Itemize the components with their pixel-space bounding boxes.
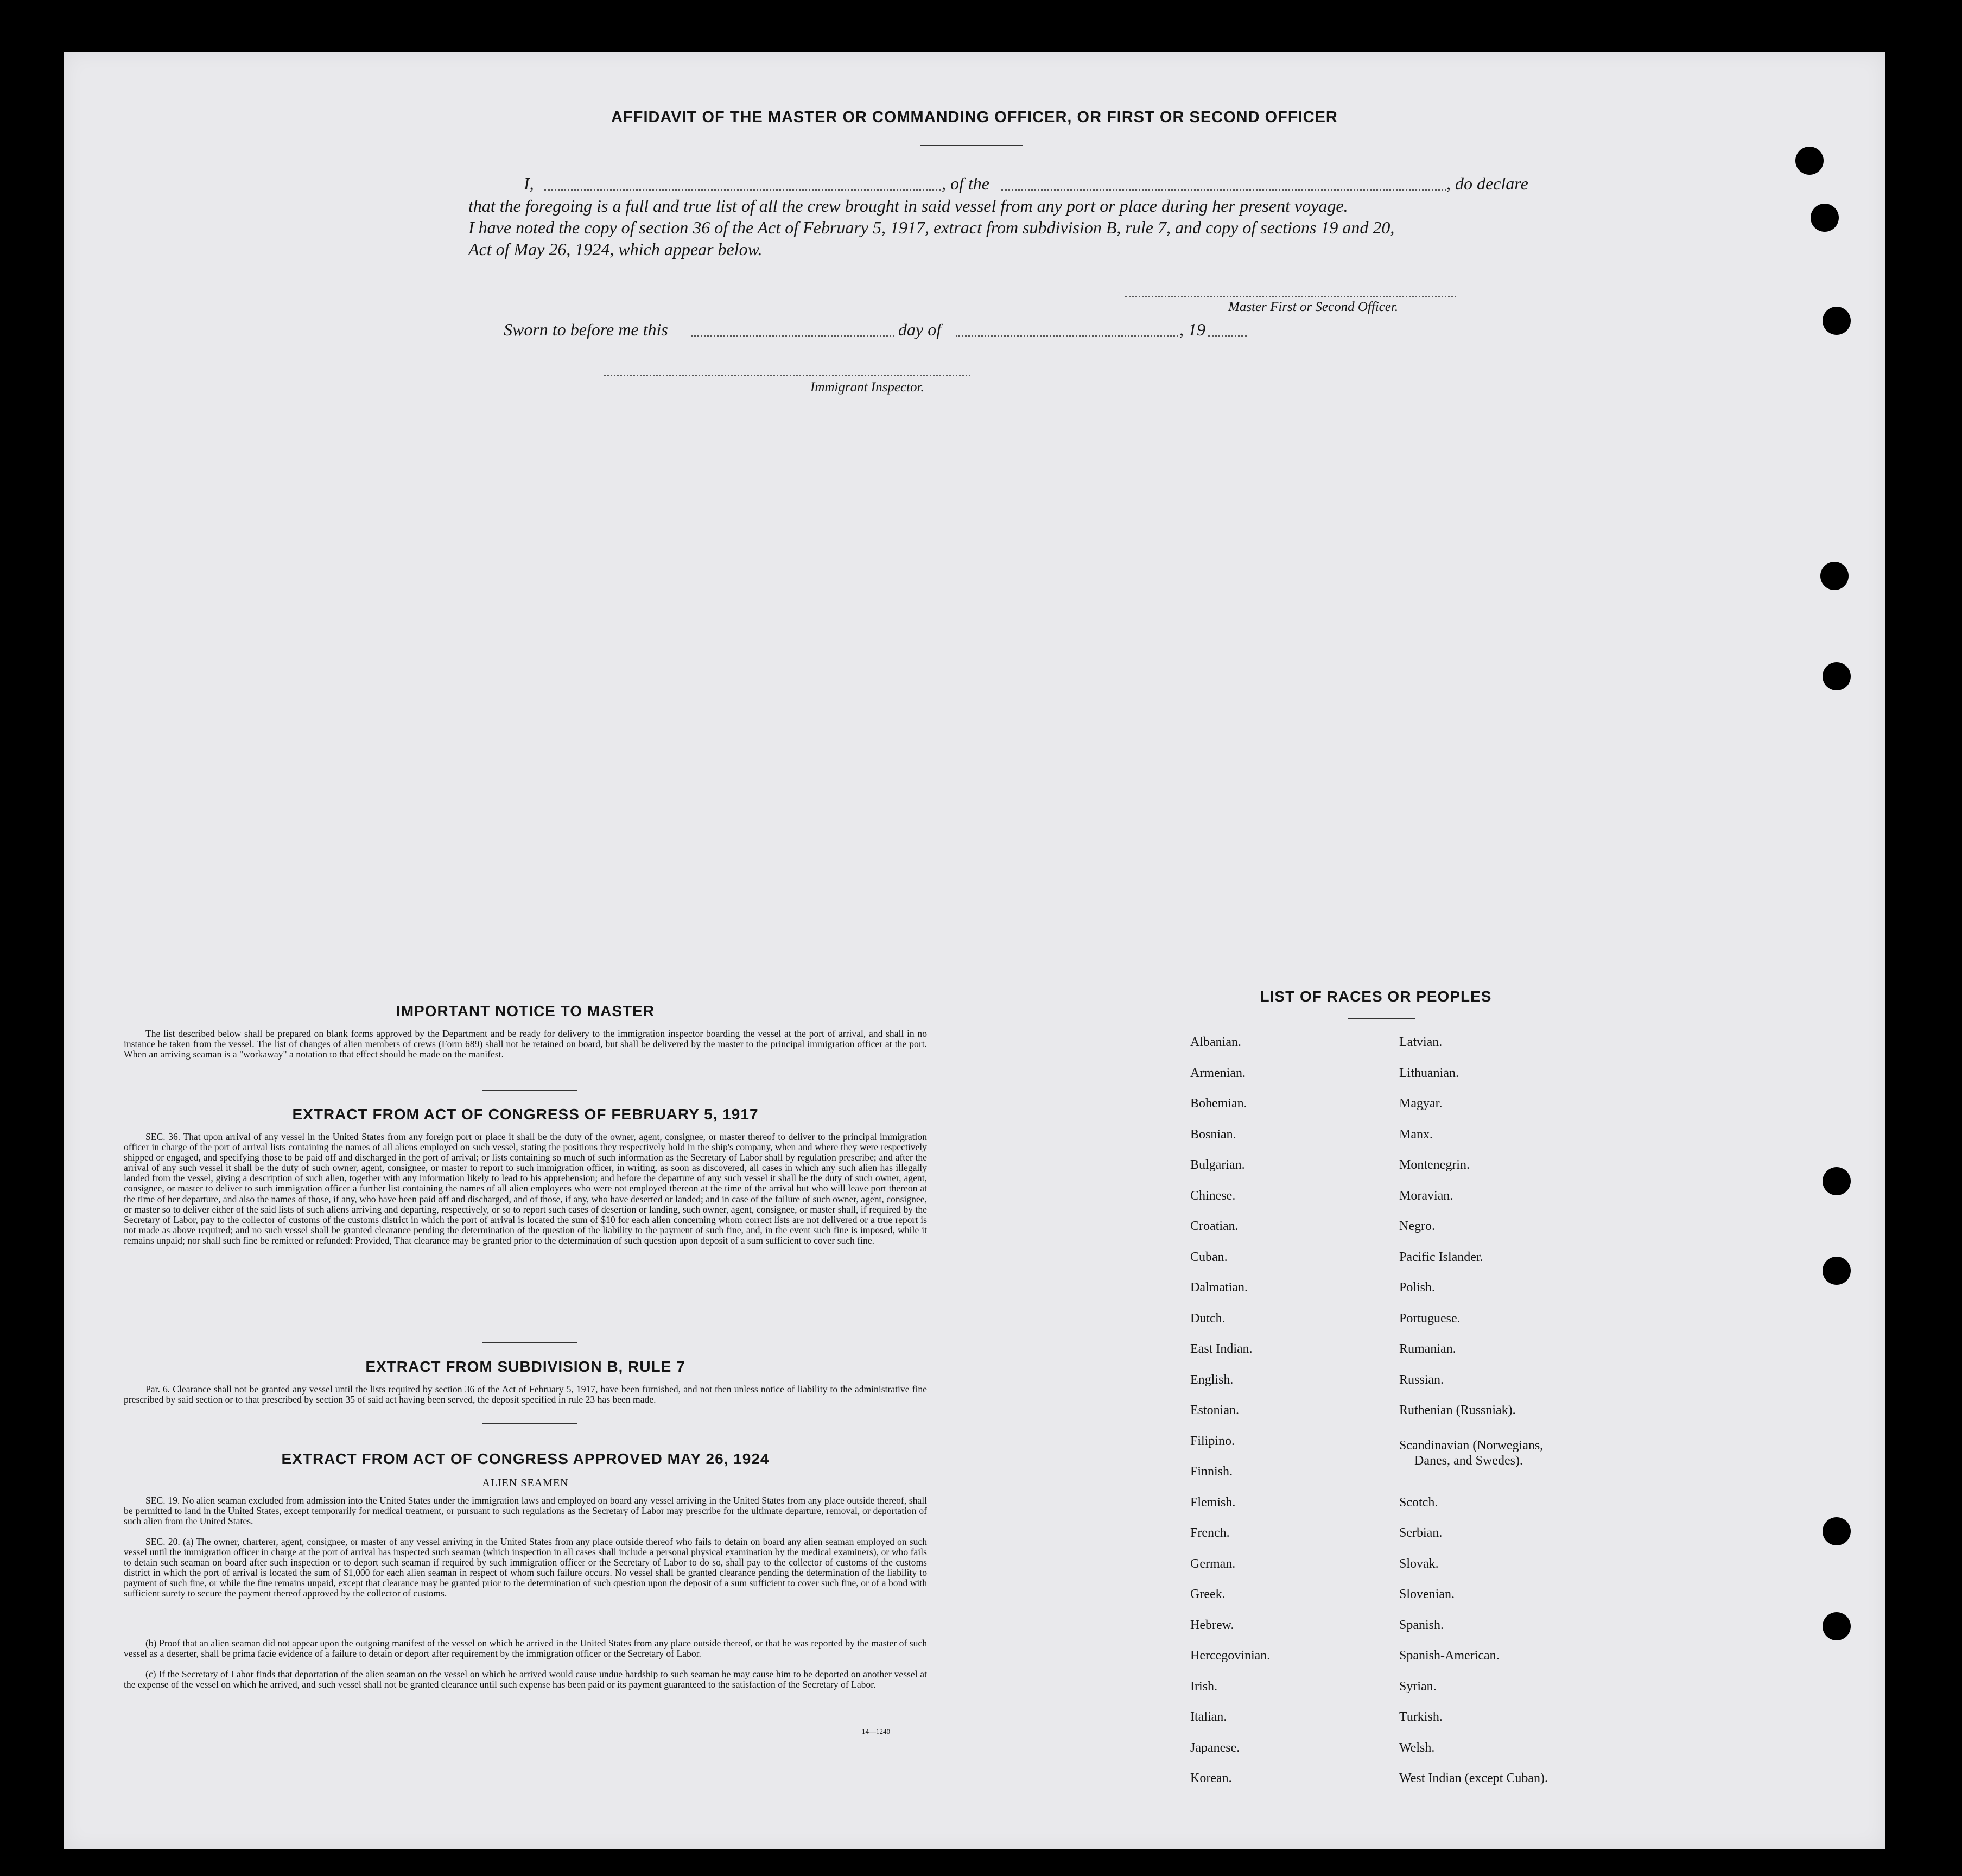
sec-20c-text: (c) If the Secretary of Labor finds that deportation of the alien seaman on the vessel on which he arrived would cause undue hardship to such seaman he may cause him to be deported on another vessel at the expense of the vessel on which he arrived, and such vessel shall not be granted clearance until such expense has been paid or its payment guaranteed to the satisfaction of the Secretary of Labor. bbox=[124, 1669, 927, 1690]
rule7-title: EXTRACT FROM SUBDIVISION B, RULE 7 bbox=[365, 1358, 685, 1375]
of-the-label: , of the bbox=[942, 174, 989, 193]
document-page bbox=[64, 52, 1885, 1849]
race-item: Welsh. bbox=[1399, 1740, 1435, 1755]
race-item: German. bbox=[1190, 1556, 1236, 1571]
race-item: Slovenian. bbox=[1399, 1587, 1455, 1601]
race-item: Manx. bbox=[1399, 1127, 1433, 1142]
notice-title: IMPORTANT NOTICE TO MASTER bbox=[396, 1003, 655, 1019]
race-item: Croatian. bbox=[1190, 1219, 1239, 1233]
race-item: Spanish-American. bbox=[1399, 1649, 1500, 1663]
vessel-blank[interactable] bbox=[1001, 189, 1446, 191]
punch-hole bbox=[1823, 662, 1851, 690]
race-item: Syrian. bbox=[1399, 1679, 1437, 1694]
extract-1924-title: EXTRACT FROM ACT OF CONGRESS APPROVED MAY 26, 1924 bbox=[281, 1450, 770, 1467]
affidavit-line-1 bbox=[524, 174, 1544, 195]
master-caption: Master First or Second Officer. bbox=[1228, 300, 1399, 314]
affidavit-title: AFFIDAVIT OF THE MASTER OR COMMANDING OFFICER, OR FIRST OR SECOND OFFICER bbox=[611, 109, 1338, 126]
divider bbox=[482, 1090, 577, 1091]
alien-seamen-subtitle: ALIEN SEAMEN bbox=[482, 1477, 569, 1489]
race-item: Hebrew. bbox=[1190, 1618, 1234, 1632]
race-item: Spanish. bbox=[1399, 1618, 1444, 1632]
punch-hole bbox=[1820, 562, 1849, 590]
sec-20b-text: (b) Proof that an alien seaman did not appear upon the outgoing manifest of the vessel on which he arrived in the United States from any place outside thereof, or that he was reported by the master of such vessel as a deserter, shall be prima facie evidence of a failure to detain or deport after requirement by the immigration officer or the Secretary of Labor. bbox=[124, 1638, 927, 1659]
race-item: Ruthenian (Russniak). bbox=[1399, 1403, 1516, 1417]
race-item: Lithuanian. bbox=[1399, 1066, 1459, 1080]
race-item: Italian. bbox=[1190, 1710, 1227, 1724]
sec-19-text: SEC. 19. No alien seaman excluded from admission into the United States under the immigration laws and employed on board any vessel arriving in the United States from any place outside thereof, shall be permitted to land in the United States, except temporarily for medical treatment, or pursuant to such regulations as the Secretary of Labor may prescribe for the ultimate departure, removal, or deportation of such alien from the United States. bbox=[124, 1495, 927, 1527]
race-item: Cuban. bbox=[1190, 1250, 1228, 1264]
i-label: I, bbox=[524, 174, 534, 193]
race-item: Bosnian. bbox=[1190, 1127, 1236, 1142]
punch-hole bbox=[1795, 147, 1824, 175]
race-item: Filipino. bbox=[1190, 1434, 1235, 1448]
race-item: Dalmatian. bbox=[1190, 1281, 1248, 1295]
extract-1917-text: SEC. 36. That upon arrival of any vessel in the United States from any foreign port or place it shall be the duty of the owner, agent, consignee, or master thereof to deliver to the principal immigration officer in charge of the port of arrival lists containing the names of all aliens employed on such vessel, stating the positions they respectively hold in the ship's company, when and where they were respectively shipped or engaged, and specifying those to be paid off and discharged in the port of arrival; or lists containing so much of such information as the Secretary of Labor shall by regulation prescribe; and after the arrival of any such vessel it shall be the duty of such owner, agent, consignee, or master to report to such immigration officer, in writing, as soon as discovered, all cases in which any such alien has illegally landed from the vessel, giving a description of such alien, together with any information likely to lead to his apprehension; and before the departure of any such vessel it shall be the duty of such owner, agent, consignee, or master to deliver to such immigration officer a further list containing the names of all alien employees who were not employed thereon at the time of the arrival but who will leave port thereon at the time of her departure, and also the names of those, if any, who have been paid off and discharged, and of those, if any, who have deserted or landed; and in case of the failure of such owner, agent, consignee, or master so to deliver either of the said lists of such aliens arriving and departing, respectively, or so to report such cases of desertion or landing, such owner, agent, consignee, or master shall, if required by the Secretary of Labor, pay to the collector of customs of the customs district in which the port of arrival is located the sum of $10 for each alien concerning whom correct lists are not delivered or a true report is not made as above required; and no such vessel shall be granted clearance pending the determination of the question of the liability to the payment of such fine, and, in the event such fine is imposed, while it remains unpaid; nor shall such fine be remitted or refunded: Provided, That clearance may be granted prior to the determination of such question upon deposit of a sum sufficient to cover such fine. bbox=[124, 1131, 927, 1246]
race-item: Pacific Islander. bbox=[1399, 1250, 1483, 1264]
race-item: Latvian. bbox=[1399, 1035, 1443, 1049]
race-item: Moravian. bbox=[1399, 1188, 1453, 1203]
race-item: Polish. bbox=[1399, 1281, 1436, 1295]
punch-hole bbox=[1823, 1167, 1851, 1195]
race-item: Russian. bbox=[1399, 1372, 1444, 1387]
race-item: Serbian. bbox=[1399, 1526, 1443, 1540]
rule7-text: Par. 6. Clearance shall not be granted any vessel until the lists required by section 36 of the Act of February 5, 1917, have been furnished, and not then unless notice of liability to the administrative fine prescribed by said section or to that prescribed by section 35 of said act having been served, the deposit specified in rule 23 has been made. bbox=[124, 1384, 927, 1405]
race-item: Magyar. bbox=[1399, 1097, 1443, 1111]
race-item: Flemish. bbox=[1190, 1495, 1236, 1510]
form-number: 14—1240 bbox=[862, 1727, 890, 1735]
year-label: , 19 bbox=[1179, 320, 1205, 339]
race-item: Portuguese. bbox=[1399, 1311, 1461, 1326]
notice-text: The list described below shall be prepared on blank forms approved by the Department and be ready for delivery to the immigration inspector boarding the vessel at the port of arrival, and shall in no instance be taken from the vessel. The list of changes of alien members of crews (Form 689) shall not be retained on board, but shall be delivered by the master to the principal immigration officer at the port. When an arriving seaman is a "workaway" a notation to that effect should be made on the manifest. bbox=[124, 1028, 927, 1060]
sec-20a-text: SEC. 20. (a) The owner, charterer, agent, consignee, or master of any vessel arriving in the United States from any place outside thereof who fails to detain on board any alien seaman employed on such vessel until the immigration officer in charge at the port of arrival has inspected such seaman (which inspection in all cases shall include a personal physical examination by the medical examiners), or who fails to detain such seaman on board after such inspection or to deport such seaman if required by such immigration officer or the Secretary of Labor to do so, shall pay to the collector of customs of the customs district in which the port of arrival is located the sum of $1,000 for each alien seaman in respect of whom such failure occurs. No vessel shall be granted clearance pending the determination of the liability to payment of such fine, or while the fine remains unpaid, except that clearance may be granted prior to the determination of such question upon the deposit of a sum sufficient to cover such fine, or of a bond with sufficient surety to secure the payment thereof approved by the collector of customs. bbox=[124, 1536, 927, 1599]
affidavit-line-4: Act of May 26, 1924, which appear below. bbox=[468, 239, 763, 259]
master-signature-blank[interactable] bbox=[1125, 296, 1456, 297]
punch-hole bbox=[1823, 307, 1851, 335]
race-item: Rumanian. bbox=[1399, 1342, 1456, 1356]
affidavit-line-3: I have noted the copy of section 36 of the Act of February 5, 1917, extract from subdivision B, rule 7, and copy of sections 19 and 20, bbox=[468, 218, 1395, 237]
race-item: Finnish. bbox=[1190, 1465, 1233, 1479]
sworn-year-blank[interactable] bbox=[1208, 335, 1247, 337]
punch-hole bbox=[1823, 1517, 1851, 1545]
sworn-day-blank[interactable] bbox=[691, 335, 894, 337]
race-item: Chinese. bbox=[1190, 1188, 1236, 1203]
race-item: West Indian (except Cuban). bbox=[1399, 1771, 1548, 1785]
extract-1917-title: EXTRACT FROM ACT OF CONGRESS OF FEBRUARY 5, 1917 bbox=[292, 1106, 759, 1123]
divider bbox=[920, 145, 1023, 146]
race-item: Korean. bbox=[1190, 1771, 1232, 1785]
race-item: Scotch. bbox=[1399, 1495, 1438, 1510]
race-item: Greek. bbox=[1190, 1587, 1226, 1601]
race-item: English. bbox=[1190, 1372, 1234, 1387]
race-item: Albanian. bbox=[1190, 1035, 1241, 1049]
inspector-signature-blank[interactable] bbox=[604, 375, 970, 376]
affidavit-line-2: that the foregoing is a full and true list of all the crew brought in said vessel from any port or place during her present voyage. bbox=[468, 196, 1348, 216]
sworn-label: Sworn to before me this bbox=[504, 320, 668, 339]
punch-hole bbox=[1823, 1612, 1851, 1640]
race-item: Hercegovinian. bbox=[1190, 1649, 1271, 1663]
race-item: Montenegrin. bbox=[1399, 1158, 1470, 1172]
race-item: Negro. bbox=[1399, 1219, 1435, 1233]
race-item: Armenian. bbox=[1190, 1066, 1246, 1080]
punch-hole bbox=[1823, 1257, 1851, 1285]
name-blank[interactable] bbox=[544, 189, 941, 191]
race-item: Slovak. bbox=[1399, 1556, 1439, 1571]
races-title: LIST OF RACES OR PEOPLES bbox=[1260, 988, 1492, 1005]
race-item: Danes, and Swedes). bbox=[1414, 1453, 1523, 1468]
sworn-line bbox=[504, 320, 1318, 341]
race-item: East Indian. bbox=[1190, 1342, 1253, 1356]
divider bbox=[482, 1423, 577, 1424]
divider bbox=[482, 1342, 577, 1343]
race-item: Dutch. bbox=[1190, 1311, 1226, 1326]
punch-hole bbox=[1811, 204, 1839, 232]
race-item: Bulgarian. bbox=[1190, 1158, 1245, 1172]
race-item: Scandinavian (Norwegians, bbox=[1399, 1438, 1544, 1453]
inspector-caption: Immigrant Inspector. bbox=[810, 380, 924, 395]
race-item: Bohemian. bbox=[1190, 1097, 1247, 1111]
do-declare-label: , do declare bbox=[1446, 174, 1528, 193]
race-item: Japanese. bbox=[1190, 1740, 1240, 1755]
race-item: French. bbox=[1190, 1526, 1230, 1540]
day-of-label: day of bbox=[898, 320, 942, 339]
race-item: Turkish. bbox=[1399, 1710, 1443, 1724]
divider bbox=[1348, 1018, 1415, 1019]
sworn-month-blank[interactable] bbox=[956, 335, 1178, 337]
race-item: Irish. bbox=[1190, 1679, 1217, 1694]
race-item: Estonian. bbox=[1190, 1403, 1239, 1417]
